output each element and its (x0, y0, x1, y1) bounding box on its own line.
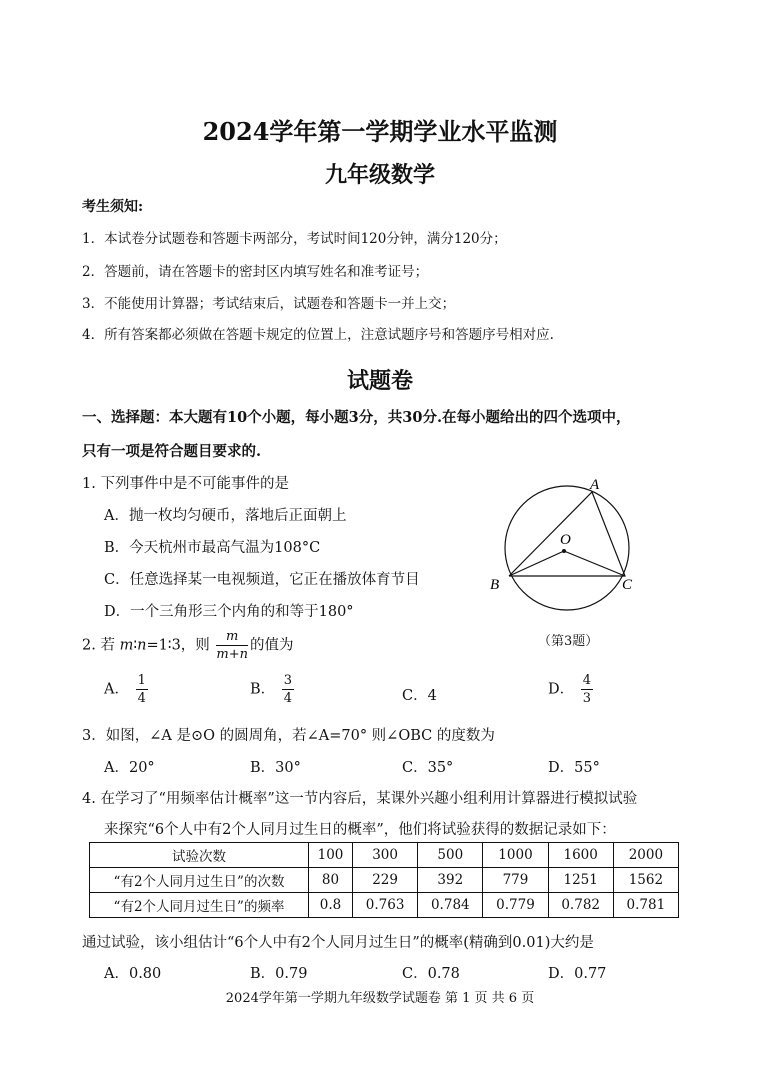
q4-conclusion: 通过试验，该小组估计“6个人中有2个人同月过生日”的概率(精确到0.01)大约是 (82, 935, 594, 951)
q3-option-d: D．55° (548, 760, 600, 776)
q2-option-d (548, 674, 595, 705)
table-cell: 1251 (548, 868, 613, 893)
table-cell: 392 (418, 868, 483, 893)
q3-option-c: C．35° (402, 760, 454, 776)
fraction-denominator: 4 (137, 691, 146, 706)
table-cell: 0.779 (483, 893, 548, 918)
q1-option-b: B．今天杭州市最高气温为108°C (104, 540, 321, 556)
notice-item: 3．不能使用计算器；考试结束后，试题卷和答题卡一并上交； (82, 296, 456, 312)
q4-stem: 4. 在学习了“用频率估计概率”这一节内容后，某课外兴趣小组利用计算器进行模拟试验 (82, 791, 638, 807)
table-cell: 1600 (548, 843, 613, 868)
figure-caption: （第3题） (538, 634, 599, 649)
fraction-numerator: 4 (582, 673, 592, 688)
part-title: 一、选择题：本大题有10个小题，每小题3分，共30分.在每小题给出的四个选项中， (82, 409, 631, 426)
fraction-denominator: 4 (283, 691, 293, 706)
q3-option-a: A．20° (104, 760, 155, 776)
option-label: A． (104, 681, 129, 698)
table-cell: 0.8 (309, 893, 353, 918)
exam-subtitle: 九年级数学 (324, 162, 435, 188)
center-point (562, 549, 566, 553)
q2-option-c: C．4 (402, 688, 437, 704)
q2-stem-prefix: 2. 若 (82, 637, 115, 654)
q1-option-a: A．抛一枚均匀硬币，落地后正面朝上 (104, 508, 347, 524)
notice-item: 2．答题前，请在答题卡的密封区内填写姓名和准考证号； (82, 264, 429, 280)
part-title-continued: 只有一项是符合题目要求的. (82, 443, 262, 460)
table-cell: 1000 (483, 843, 548, 868)
option-fraction (282, 674, 294, 705)
var-n: n (137, 637, 147, 654)
option-fraction (136, 674, 148, 705)
table-cell: 1562 (613, 868, 678, 893)
q3-option-b: B．30° (250, 760, 301, 776)
exam-title: 2024学年第一学期学业水平监测 (202, 117, 558, 146)
option-label: B． (250, 681, 276, 698)
q2-stem (82, 630, 294, 661)
table-cell: 500 (418, 843, 483, 868)
notice-item: 4．所有答案都必须做在答题卡规定的位置上，注意试题序号和答题序号相对应. (82, 327, 554, 343)
table-cell: 80 (309, 868, 353, 893)
table-cell: 300 (353, 843, 418, 868)
q4-option-d: D．0.77 (548, 966, 607, 982)
q2-fraction (216, 630, 248, 661)
ratio-sign: ∶ (133, 637, 138, 654)
notice-item: 1．本试卷分试题卷和答题卡两部分，考试时间120分钟，满分120分； (82, 231, 507, 247)
q2-option-b (250, 674, 296, 705)
q2-option-a (104, 674, 150, 705)
label-c: C (622, 577, 633, 593)
label-b: B (490, 577, 500, 593)
table-cell: 229 (353, 868, 418, 893)
table-row (90, 893, 679, 918)
q4-option-a: A．0.80 (104, 966, 162, 982)
table-cell: 试验次数 (90, 843, 309, 868)
page-footer: 2024学年第一学期九年级数学试题卷 第 1 页 共 6 页 (225, 991, 535, 1006)
fraction-denominator: m+n (216, 647, 249, 662)
table-cell: 0.782 (548, 893, 613, 918)
q1-option-c: C．任意选择某一电视频道，它正在播放体育节目 (104, 572, 420, 588)
q3-stem: 3．如图，∠A 是⊙O 的圆周角，若∠A=70° 则∠OBC 的度数为 (82, 728, 495, 744)
table-header-row (90, 843, 679, 868)
q4-option-c: C．0.78 (402, 966, 460, 982)
q4-option-b: B．0.79 (250, 966, 308, 982)
table-cell: 0.763 (353, 893, 418, 918)
table-cell: “有2个人同月过生日”的次数 (90, 868, 309, 893)
label-o: O (560, 532, 571, 548)
fraction-denominator: 3 (582, 691, 592, 706)
circle-o (505, 486, 629, 610)
var-m: m (119, 637, 134, 654)
table-cell: 0.781 (613, 893, 678, 918)
radii-ob-oc (509, 551, 625, 576)
data-table (89, 842, 679, 918)
fraction-numerator: 1 (137, 673, 146, 688)
section-title: 试题卷 (346, 368, 413, 394)
table-cell: “有2个人同月过生日”的频率 (90, 893, 309, 918)
option-label: D． (548, 681, 575, 698)
fraction-numerator: 3 (283, 673, 293, 688)
table-cell: 100 (309, 843, 353, 868)
table-cell: 779 (483, 868, 548, 893)
q1-option-d: D．一个三角形三个内角的和等于180° (104, 604, 354, 620)
option-fraction (581, 674, 593, 705)
q2-stem-suffix: 的值为 (250, 637, 294, 654)
q2-stem-eq: =1∶3，则 (146, 637, 210, 654)
label-a: A (590, 477, 600, 493)
q1-stem: 1. 下列事件中是不可能事件的是 (82, 476, 289, 492)
fraction-numerator: m (216, 630, 248, 646)
table-row (90, 868, 679, 893)
table-cell: 2000 (613, 843, 678, 868)
notice-heading: 考生须知: (82, 199, 144, 215)
circle-figure (480, 468, 650, 628)
q4-stem-continued: 来探究“6个人中有2个人同月过生日的概率”，他们将试验获得的数据记录如下： (104, 822, 616, 838)
table-cell: 0.784 (418, 893, 483, 918)
